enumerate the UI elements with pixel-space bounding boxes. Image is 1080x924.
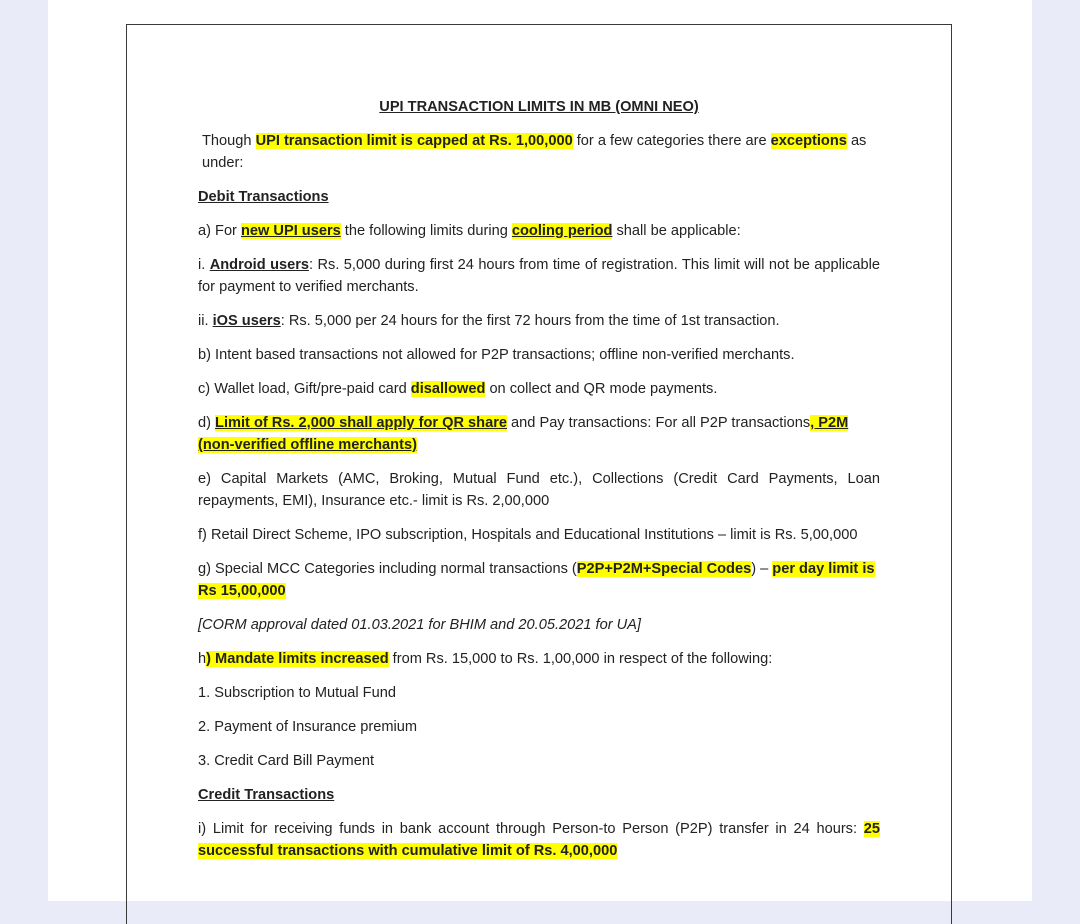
intro-text-1: Though xyxy=(202,133,256,149)
highlight-special-codes: P2P+P2M+Special Codes xyxy=(576,561,752,577)
item-a-ii xyxy=(198,310,880,332)
debit-heading: Debit Transactions xyxy=(198,189,329,205)
highlight-mandate-limits: ) Mandate limits increased xyxy=(206,651,389,667)
intro-text-2: for a few categories there are xyxy=(572,133,771,149)
item-g-text-1: g) Special MCC Categories including normal transactions ( xyxy=(198,561,577,577)
item-h xyxy=(198,648,880,670)
mandate-item: 3. Credit Card Bill Payment xyxy=(198,753,375,769)
item-h-text-1: h xyxy=(198,651,207,667)
mandate-item: 2. Payment of Insurance premium xyxy=(198,719,418,735)
item-b: b) Intent based transactions not allowed for P2P transactions; offline non-verified merchants. xyxy=(198,347,795,363)
item-e: e) Capital Markets (AMC, Broking, Mutual Fund etc.), Collections (Credit Card Payments, Loan repayments, EMI), Insurance etc.- limit is Rs. 2,00,000 xyxy=(198,471,880,509)
highlight-cap-limit: UPI transaction limit is capped at Rs. 1,00,000 xyxy=(255,133,573,149)
intro-text-3: as under: xyxy=(202,133,867,171)
highlight-exceptions: exceptions xyxy=(770,133,847,149)
document-content xyxy=(198,96,880,874)
item-c-text-1: c) Wallet load, Gift/pre-paid card xyxy=(198,381,411,397)
highlight-p2m-merchants: , P2M (non-verified offline merchants) xyxy=(198,415,849,453)
item-h-text-2: from Rs. 15,000 to Rs. 1,00,000 in respect of the following: xyxy=(388,651,773,667)
item-d xyxy=(198,412,880,456)
item-c-text-2: on collect and QR mode payments. xyxy=(485,381,718,397)
item-a-ii-text-2: : Rs. 5,000 per 24 hours for the first 72 hours from the time of 1st transaction. xyxy=(280,313,780,329)
highlight-per-day-limit: per day limit is Rs 15,00,000 xyxy=(198,561,875,599)
item-c xyxy=(198,378,880,400)
item-g xyxy=(198,558,880,602)
item-a-text-3: shall be applicable: xyxy=(612,223,741,239)
item-g-text-2: ) – xyxy=(751,561,773,577)
item-d-text-1: d) xyxy=(198,415,216,431)
item-a xyxy=(198,220,880,242)
document-title: UPI TRANSACTION LIMITS IN MB (OMNI NEO) xyxy=(379,99,699,115)
item-a-i xyxy=(198,254,880,298)
intro-paragraph xyxy=(202,130,880,174)
highlight-p2p-receive-limit: 25 successful transactions with cumulative limit of Rs. 4,00,000 xyxy=(198,821,880,859)
item-a-text-1: a) For xyxy=(198,223,241,239)
credit-heading: Credit Transactions xyxy=(198,787,335,803)
item-i-text-1: i) Limit for receiving funds in bank account through Person-to Person (P2P) transfer in 24 hours: xyxy=(198,821,864,837)
item-a-ii-text-1: ii. xyxy=(198,313,213,329)
item-d-text-2: and Pay transactions: For all P2P transactions xyxy=(507,415,811,431)
item-a-i-text-2: : Rs. 5,000 during first 24 hours from time of registration. This limit will not be applicable for payment to verified merchants. xyxy=(198,257,880,295)
item-a-i-text-1: i. xyxy=(198,257,210,273)
item-f: f) Retail Direct Scheme, IPO subscription, Hospitals and Educational Institutions – limit is Rs. 5,00,000 xyxy=(198,527,858,543)
item-a-text-2: the following limits during xyxy=(340,223,512,239)
highlight-new-upi-users: new UPI users xyxy=(240,223,341,239)
highlight-qr-share-limit: Limit of Rs. 2,000 shall apply for QR share xyxy=(215,415,507,431)
mandate-item: 1. Subscription to Mutual Fund xyxy=(198,685,396,701)
ios-users-label: iOS users xyxy=(212,313,281,329)
highlight-cooling-period: cooling period xyxy=(511,223,613,239)
android-users-label: Android users xyxy=(209,257,310,273)
highlight-disallowed: disallowed xyxy=(410,381,486,397)
corm-approval-note: [CORM approval dated 01.03.2021 for BHIM and 20.05.2021 for UA] xyxy=(198,617,641,633)
item-i xyxy=(198,818,880,862)
